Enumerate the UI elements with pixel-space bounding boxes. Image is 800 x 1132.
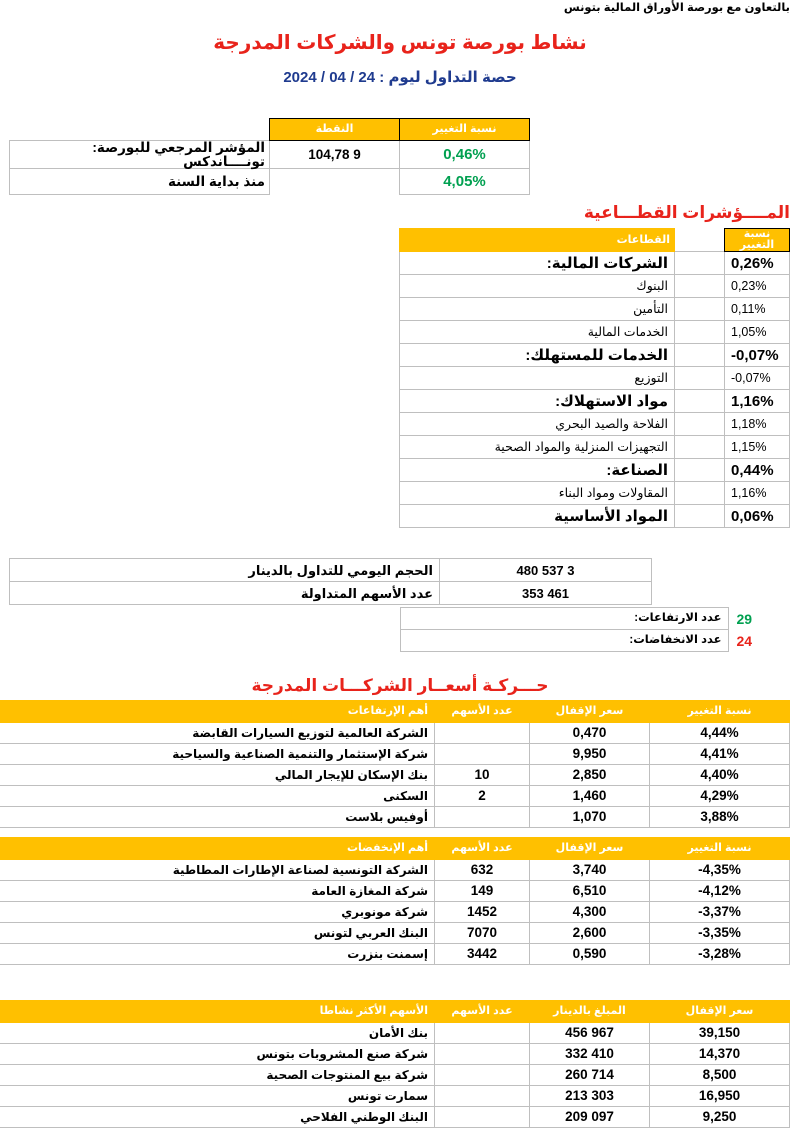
ytd-change-value: 4,05% [400, 169, 530, 195]
most-active-table [0, 1000, 790, 1128]
loser-change: -4,12% [650, 881, 790, 902]
sector-spacer [675, 275, 725, 298]
sector-change: -0,07% [725, 344, 790, 367]
loser-shares: 3442 [435, 944, 530, 965]
sectoral-indicators-table [399, 228, 790, 528]
loser-change: -3,28% [650, 944, 790, 965]
index-header-change: نسبة التغيير [400, 119, 530, 141]
loser-shares: 149 [435, 881, 530, 902]
gainer-name: الشركة العالمية لتوزيع السيارات القابضة [0, 723, 435, 744]
active-close: 8,500 [650, 1065, 790, 1086]
sector-change: 0,11% [725, 298, 790, 321]
loser-shares: 632 [435, 860, 530, 881]
loser-name: شركة المغازة العامة [0, 881, 435, 902]
table-row [400, 482, 790, 505]
gainers-header-name: أهم الإرتفاعات [0, 701, 435, 723]
active-name: بنك الأمان [0, 1023, 435, 1044]
table-row [0, 860, 790, 881]
table-row [400, 344, 790, 367]
gainer-name: السكنى [0, 786, 435, 807]
sector-name: الصناعة: [400, 459, 675, 482]
gainer-close: 2,850 [530, 765, 650, 786]
loser-close: 0,590 [530, 944, 650, 965]
active-amount: 260 714 [530, 1065, 650, 1086]
table-row [400, 367, 790, 390]
active-name: شركة بيع المنتوجات الصحية [0, 1065, 435, 1086]
loser-name: الشركة التونسية لصناعة الإطارات المطاطية [0, 860, 435, 881]
index-summary-table [9, 118, 530, 195]
loser-name: إسمنت بنزرت [0, 944, 435, 965]
gainer-shares [435, 807, 530, 828]
sector-name: البنوك [400, 275, 675, 298]
sector-name: الخدمات المالية [400, 321, 675, 344]
index-header-points: النقطة [270, 119, 400, 141]
page-title: نشاط بورصة تونس والشركات المدرجة [213, 32, 587, 54]
table-row [0, 1044, 790, 1065]
sector-change: 1,16% [725, 482, 790, 505]
table-row [0, 1107, 790, 1128]
active-close: 9,250 [650, 1107, 790, 1128]
prices-section-title: حـــركـة أسعــار الشركـــات المدرجة [251, 676, 549, 695]
sector-name: مواد الاستهلاك: [400, 390, 675, 413]
gainer-shares: 10 [435, 765, 530, 786]
active-name: البنك الوطني الفلاحي [0, 1107, 435, 1128]
table-row [400, 505, 790, 528]
index-header-blank [10, 119, 270, 141]
sector-change: 1,05% [725, 321, 790, 344]
table-row [400, 321, 790, 344]
sector-change: 1,16% [725, 390, 790, 413]
table-row [400, 413, 790, 436]
table-row [10, 169, 530, 195]
sector-spacer [675, 321, 725, 344]
gainers-header-close: سعر الإقفال [530, 701, 650, 723]
shares-traded-label: عدد الأسهم المتداولة [10, 582, 440, 605]
table-row [0, 1086, 790, 1107]
loser-close: 2,600 [530, 923, 650, 944]
sector-spacer [675, 436, 725, 459]
losers-header-shares: عدد الأسهم [435, 838, 530, 860]
index-points-value: 9 104,78 [270, 141, 400, 169]
volume-summary-table [9, 558, 652, 605]
sector-name: الشركات المالية: [400, 252, 675, 275]
advances-label: عدد الارتفاعات: [400, 608, 728, 630]
declines-count: 24 [736, 632, 753, 649]
table-row [0, 765, 790, 786]
loser-close: 4,300 [530, 902, 650, 923]
table-row [0, 807, 790, 828]
losers-header-close: سعر الإقفال [530, 838, 650, 860]
active-amount: 209 097 [530, 1107, 650, 1128]
sectoral-header-blank [675, 229, 725, 252]
gainer-name: شركة الإستثمار والتنمية الصناعية والسياحية [0, 744, 435, 765]
loser-name: البنك العربي لتونس [0, 923, 435, 944]
sectoral-header-sectors: القطاعات [400, 229, 675, 252]
table-row [10, 582, 652, 605]
sector-spacer [675, 252, 725, 275]
shares-traded-value: 461 353 [440, 582, 652, 605]
daily-volume-value: 3 537 480 [440, 559, 652, 582]
advances-count: 29 [736, 610, 753, 627]
table-row [10, 141, 530, 169]
sector-name: التوزيع [400, 367, 675, 390]
sector-change: 1,18% [725, 413, 790, 436]
loser-shares: 1452 [435, 902, 530, 923]
active-shares [435, 1044, 530, 1065]
cooperation-note: بالتعاون مع بورصة الأوراق المالية بتونس [563, 2, 790, 14]
sector-spacer [675, 459, 725, 482]
active-amount: 456 967 [530, 1023, 650, 1044]
active-close: 16,950 [650, 1086, 790, 1107]
gainer-change: 4,44% [650, 723, 790, 744]
gainers-header-shares: عدد الأسهم [435, 701, 530, 723]
losers-header-row [0, 838, 790, 860]
active-shares [435, 1086, 530, 1107]
gainers-header-change: نسبة التغيير [650, 701, 790, 723]
sectoral-header-row [400, 229, 790, 252]
table-row [400, 252, 790, 275]
table-row [400, 459, 790, 482]
top-gainers-table [0, 700, 790, 828]
index-table-header-row [10, 119, 530, 141]
sector-name: التأمين [400, 298, 675, 321]
active-header-close: سعر الإقفال [650, 1001, 790, 1023]
sectoral-header-change: نسبة التغيير [725, 229, 790, 252]
loser-shares: 7070 [435, 923, 530, 944]
active-shares [435, 1107, 530, 1128]
table-row [400, 298, 790, 321]
sector-spacer [675, 505, 725, 528]
sector-change: -0,07% [725, 367, 790, 390]
sector-change: 0,06% [725, 505, 790, 528]
gainer-change: 4,40% [650, 765, 790, 786]
gainer-close: 0,470 [530, 723, 650, 744]
sector-change: 0,26% [725, 252, 790, 275]
gainer-shares [435, 723, 530, 744]
sector-spacer [675, 298, 725, 321]
gainer-change: 4,29% [650, 786, 790, 807]
gainer-name: أوفيس بلاست [0, 807, 435, 828]
table-row [0, 923, 790, 944]
sector-spacer [675, 344, 725, 367]
table-row [10, 559, 652, 582]
active-shares [435, 1023, 530, 1044]
table-row [0, 723, 790, 744]
sectoral-section-title: المــــؤشرات القطـــاعية [583, 203, 790, 222]
sector-spacer [675, 390, 725, 413]
gainer-change: 3,88% [650, 807, 790, 828]
table-row [0, 1065, 790, 1086]
table-row [0, 902, 790, 923]
active-close: 39,150 [650, 1023, 790, 1044]
sector-spacer [675, 413, 725, 436]
sector-spacer [675, 367, 725, 390]
ytd-row-label: منذ بداية السنة [10, 169, 270, 195]
sector-name: المواد الأساسية [400, 505, 675, 528]
market-breadth-table [400, 607, 791, 652]
index-change-value: 0,46% [400, 141, 530, 169]
loser-change: -3,37% [650, 902, 790, 923]
gainer-close: 9,950 [530, 744, 650, 765]
gainer-close: 1,070 [530, 807, 650, 828]
gainer-change: 4,41% [650, 744, 790, 765]
sector-name: الخدمات للمستهلك: [400, 344, 675, 367]
sector-change: 1,15% [725, 436, 790, 459]
losers-header-name: أهم الإنخفضات [0, 838, 435, 860]
sector-change: 0,44% [725, 459, 790, 482]
declines-label: عدد الانخفاضات: [400, 630, 728, 652]
gainer-shares [435, 744, 530, 765]
gainer-close: 1,460 [530, 786, 650, 807]
active-header-amount: المبلغ بالدينار [530, 1001, 650, 1023]
active-name: شركة صنع المشروبات بتونس [0, 1044, 435, 1065]
sector-change: 0,23% [725, 275, 790, 298]
top-losers-table [0, 837, 790, 965]
active-amount: 213 303 [530, 1086, 650, 1107]
active-shares [435, 1065, 530, 1086]
active-header-name: الأسهم الأكثر نشاطا [0, 1001, 435, 1023]
table-row [0, 786, 790, 807]
sector-name: التجهيزات المنزلية والمواد الصحية [400, 436, 675, 459]
active-name: سمارت تونس [0, 1086, 435, 1107]
table-row [400, 390, 790, 413]
table-row [0, 944, 790, 965]
sector-spacer [675, 482, 725, 505]
active-close: 14,370 [650, 1044, 790, 1065]
loser-change: -4,35% [650, 860, 790, 881]
sector-name: الفلاحة والصيد البحري [400, 413, 675, 436]
losers-header-change: نسبة التغيير [650, 838, 790, 860]
loser-close: 3,740 [530, 860, 650, 881]
sector-name: المقاولات ومواد البناء [400, 482, 675, 505]
gainers-header-row [0, 701, 790, 723]
table-row [0, 744, 790, 765]
loser-close: 6,510 [530, 881, 650, 902]
table-row [400, 436, 790, 459]
active-amount: 332 410 [530, 1044, 650, 1065]
loser-change: -3,35% [650, 923, 790, 944]
active-header-shares: عدد الأسهم [435, 1001, 530, 1023]
index-row-label: المؤشر المرجعي للبورصة: تونــــاندكس [10, 141, 270, 169]
table-row [400, 608, 790, 630]
table-row [0, 1023, 790, 1044]
table-row [0, 881, 790, 902]
active-header-row [0, 1001, 790, 1023]
daily-volume-label: الحجم اليومي للتداول بالدينار [10, 559, 440, 582]
table-row [400, 630, 790, 652]
gainer-shares: 2 [435, 786, 530, 807]
gainer-name: بنك الإسكان للإيجار المالي [0, 765, 435, 786]
loser-name: شركة مونوبري [0, 902, 435, 923]
table-row [400, 275, 790, 298]
ytd-points-value [270, 169, 400, 195]
session-date: حصة التداول ليوم : 24 / 04 / 2024 [283, 69, 517, 86]
